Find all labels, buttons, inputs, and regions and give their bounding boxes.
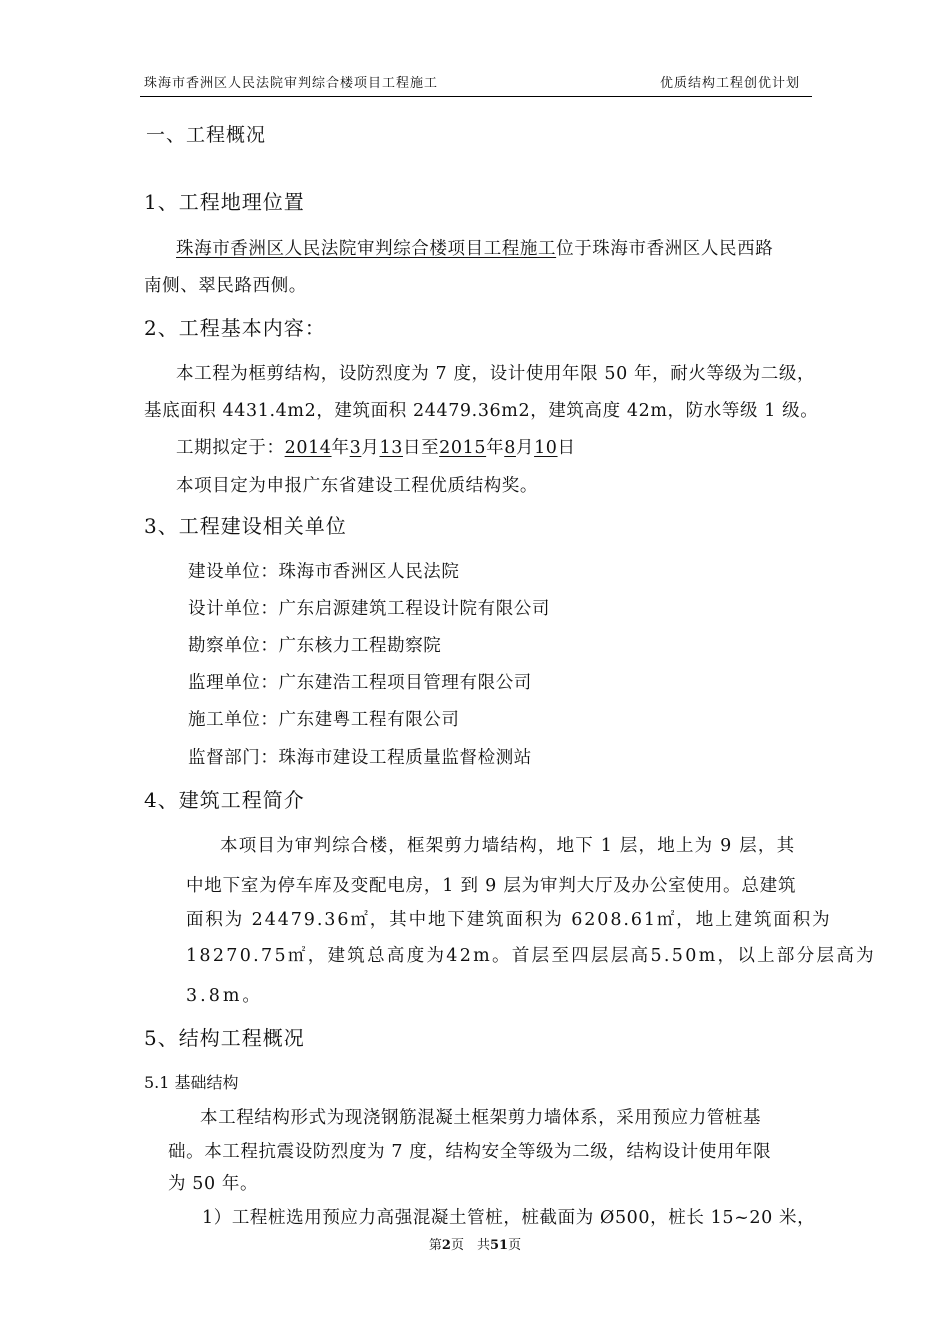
s1-location-text: 位于珠海市香洲区人民西路 bbox=[556, 239, 774, 259]
text-month: 月 bbox=[361, 438, 380, 458]
unit-item-supervision: 监理单位：广东建浩工程项目管理有限公司 bbox=[188, 673, 532, 693]
end-day: 10 bbox=[534, 438, 558, 458]
s5-line-2: 础。本工程抗震设防烈度为 7 度，结构安全等级为二级，结构设计使用年限 bbox=[168, 1142, 772, 1162]
footer-middle: 页 共 bbox=[450, 1238, 490, 1253]
s5-line-3: 为 50 年。 bbox=[168, 1174, 259, 1194]
s4-line-3: 面积为 24479.36㎡，其中地下建筑面积为 6208.61㎡，地上建筑面积为 bbox=[186, 910, 832, 930]
text-day-to: 日至 bbox=[402, 438, 440, 458]
s5-heading: 5、结构工程概况 bbox=[144, 1026, 305, 1050]
text-month-2: 月 bbox=[515, 438, 535, 458]
header-right-title: 优质结构工程创优计划 bbox=[659, 76, 800, 91]
text-day-2: 日 bbox=[557, 438, 576, 458]
s2-award-goal: 本项目定为申报广东省建设工程优质结构奖。 bbox=[176, 476, 538, 496]
header-left-title: 珠海市香洲区人民法院审判综合楼项目工程施工 bbox=[144, 76, 439, 91]
end-month: 8 bbox=[504, 438, 516, 458]
s1-project-name: 珠海市香洲区人民法院审判综合楼项目工程施工 bbox=[176, 239, 557, 259]
s2-paragraph-line-1: 本工程为框剪结构，设防烈度为 7 度，设计使用年限 50 年，耐火等级为二级， bbox=[176, 364, 816, 384]
footer-suffix: 页 bbox=[508, 1238, 522, 1253]
s4-line-1: 本项目为审判综合楼，框架剪力墙结构，地下 1 层，地上为 9 层，其 bbox=[220, 836, 796, 856]
start-day: 13 bbox=[379, 438, 403, 458]
s4-line-2: 中地下室为停车库及变配电房，1 到 9 层为审判大厅及办公室使用。总建筑 bbox=[186, 876, 797, 896]
unit-item-inspection: 监督部门：珠海市建设工程质量监督检测站 bbox=[188, 748, 532, 768]
start-year: 2014 bbox=[284, 438, 332, 458]
unit-item-contractor: 施工单位：广东建粤工程有限公司 bbox=[188, 710, 460, 730]
header-divider bbox=[140, 96, 812, 97]
page-footer bbox=[0, 1234, 950, 1253]
unit-item-construction: 建设单位：珠海市香洲区人民法院 bbox=[188, 562, 460, 582]
s4-line-4: 18270.75㎡，建筑总高度为42m。首层至四层层高5.50m，以上部分层高为 bbox=[186, 946, 876, 966]
current-page-number: 2 bbox=[441, 1238, 451, 1253]
s2-paragraph-line-2: 基底面积 4431.4m2，建筑面积 24479.36m2，建筑高度 42m，防水等级 1 级。 bbox=[144, 401, 819, 421]
text-year-2: 年 bbox=[486, 438, 505, 458]
unit-item-design: 设计单位：广东启源建筑工程设计院有限公司 bbox=[188, 599, 550, 619]
s4-heading: 4、建筑工程简介 bbox=[144, 788, 305, 812]
s5-line-4: 1）工程桩选用预应力高强混凝土管桩，桩截面为 Ø500，桩长 15~20 米， bbox=[202, 1208, 816, 1228]
footer-prefix: 第 bbox=[428, 1238, 442, 1253]
s2-heading: 2、工程基本内容： bbox=[144, 316, 326, 340]
s2-construction-period bbox=[176, 434, 576, 459]
s1-heading: 1、工程地理位置 bbox=[144, 190, 305, 214]
s4-line-5: 3.8m。 bbox=[186, 986, 263, 1006]
start-month: 3 bbox=[349, 438, 362, 458]
s1-paragraph-line-1 bbox=[176, 235, 773, 260]
unit-item-survey: 勘察单位：广东核力工程勘察院 bbox=[188, 636, 442, 656]
period-prefix: 工期拟定于： bbox=[176, 438, 285, 458]
s5-line-1: 本工程结构形式为现浇钢筋混凝土框架剪力墙体系，采用预应力管桩基 bbox=[200, 1108, 762, 1128]
s3-heading: 3、工程建设相关单位 bbox=[144, 514, 347, 538]
end-year: 2015 bbox=[439, 438, 487, 458]
total-page-count: 51 bbox=[489, 1238, 509, 1253]
s5-subheading: 5.1 基础结构 bbox=[144, 1073, 239, 1092]
section-1-heading: 一、工程概况 bbox=[146, 124, 267, 146]
text-year: 年 bbox=[331, 438, 350, 458]
s1-paragraph-line-2: 南侧、翠民路西侧。 bbox=[144, 276, 307, 296]
